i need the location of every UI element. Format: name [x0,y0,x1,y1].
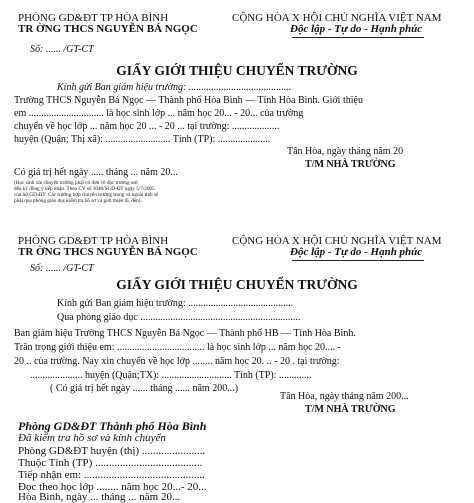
form2-national-title: CỘNG HÒA X HỘI CHỦ NGHĨA VIỆT NAM [232,235,442,247]
form1-document-title: GIẤY GIỚI THIỆU CHUYỂN TRƯỜNG [116,63,358,78]
form2-document-title: GIẤY GIỚI THIỆU CHUYỂN TRƯỜNG [116,277,358,292]
form1-signer: T/M NHÀ TRƯỜNG [305,159,396,170]
office-line-receive: Tiếp nhận em: ............................................ [18,469,205,481]
form2-motto-underline [292,260,424,261]
form2-line-board: Ban giám hiệu Trường THCS Nguyễn Bá Ngọc — Thành phố HB — Tỉnh Hòa Bình. [14,328,356,339]
form1-school-name: TR ỜNG THCS NGUYỄN BÁ NGỌC [18,23,198,35]
form1-note-4: phải qua phòng giáo dục kiểm tra hồ sơ và giới thiệu đi, đến). [14,198,142,204]
form1-document-number: Số: ...... /GT-CT [30,44,94,55]
form2-motto: Độc lập - Tự do - Hạnh phúc [290,246,423,258]
form2-line-recipient: Kính gửi Ban giám hiệu trường: .......................................... [57,298,294,309]
form2-school-name: TR ỜNG THCS NGUYỄN BÁ NGỌC [18,246,198,258]
form2-agency-name: PHÒNG GD&ĐT TP HÒA BÌNH [18,235,169,247]
form2-signer: T/M NHÀ TRƯỜNG [305,404,396,415]
form1-line-school: Trường THCS Nguyễn Bá Ngọc — Thành phố Hòa Bình — Tỉnh Hòa Bình. Giới thiệu [14,95,363,106]
form2-line-introduce: Trân trọng giới thiệu em: ................................... là học sinh lớp ... năm học 20.... - [14,342,341,353]
form2-validity: ( Có giá trị hết ngày ...... tháng ...... năm 200...) [50,383,239,394]
form1-national-title: CỘNG HÒA X HỘI CHỦ NGHĨA VIỆT NAM [232,12,442,24]
form1-motto-underline [292,37,424,38]
office-heading: Phòng GD&ĐT Thành phố Hòa Bình [18,419,207,433]
office-subheading: Đã kiểm tra hồ sơ và kính chuyển [18,432,166,444]
form1-date-line: Tân Hòa, ngày tháng năm 20 [287,146,404,157]
form2-line-transfer: 20 .. của trường. Nay xin chuyển về học lớp ........ năm học 20. .. - 20 . tại trường: [14,356,340,367]
form1-note-3: của Sở GD-ĐT: Các trường hợp chuyển trường trong và ngoài tỉnh sẽ [14,192,159,198]
form1-note-2: đến ký đồng ý tiếp nhận. Theo CV số 1040/SGD-ĐT ngày 5/7/2005 [14,186,155,192]
form2-line-district: ..................... huyện (Quận;TX): ............................ Tỉnh (TP): ............. [30,370,312,381]
form1-line-district: huyện (Quận; Thị xã): .......................... Tỉnh (TP): ..................... [14,134,271,145]
office-date-line: Hòa Bình, ngày ... tháng ... năm 20... [18,491,181,503]
form1-note-1: (Học sinh xin chuyển trường phải có đơn về đọc trường nơi [14,180,138,186]
form2-line-via-office: Qua phòng giáo dục ................................................................ [57,312,301,323]
form1-line-student: em .............................. là học sinh lớp ... năm học 20... - 20... của trường [14,108,304,119]
office-line-province: Thuộc Tỉnh (TP) ....................................... [18,457,203,469]
form2-document-number: Số: ...... /GT-CT [30,263,94,274]
form1-line-transfer: chuyển về học lớp ... năm học 20 ... - 20 ... tại trường: ................... [14,121,280,132]
office-line-district: Phòng GD&ĐT huyện (thị) ....................... [18,445,206,457]
form1-agency-name: PHÒNG GD&ĐT TP HÒA BÌNH [18,12,169,24]
office-line-class: Đọc theo học lớp ........ năm học 20...- 20... [18,481,207,493]
form2-date-line: Tân Hòa, ngày tháng năm 200... [280,391,409,402]
form1-validity: Có giá trị hết ngày ..... tháng ... năm 20... [14,167,178,178]
form1-line-recipient: Kính gửi Ban giám hiệu trường: ......................................... [57,82,292,93]
form1-motto: Độc lập - Tự do - Hạnh phúc [290,23,423,35]
